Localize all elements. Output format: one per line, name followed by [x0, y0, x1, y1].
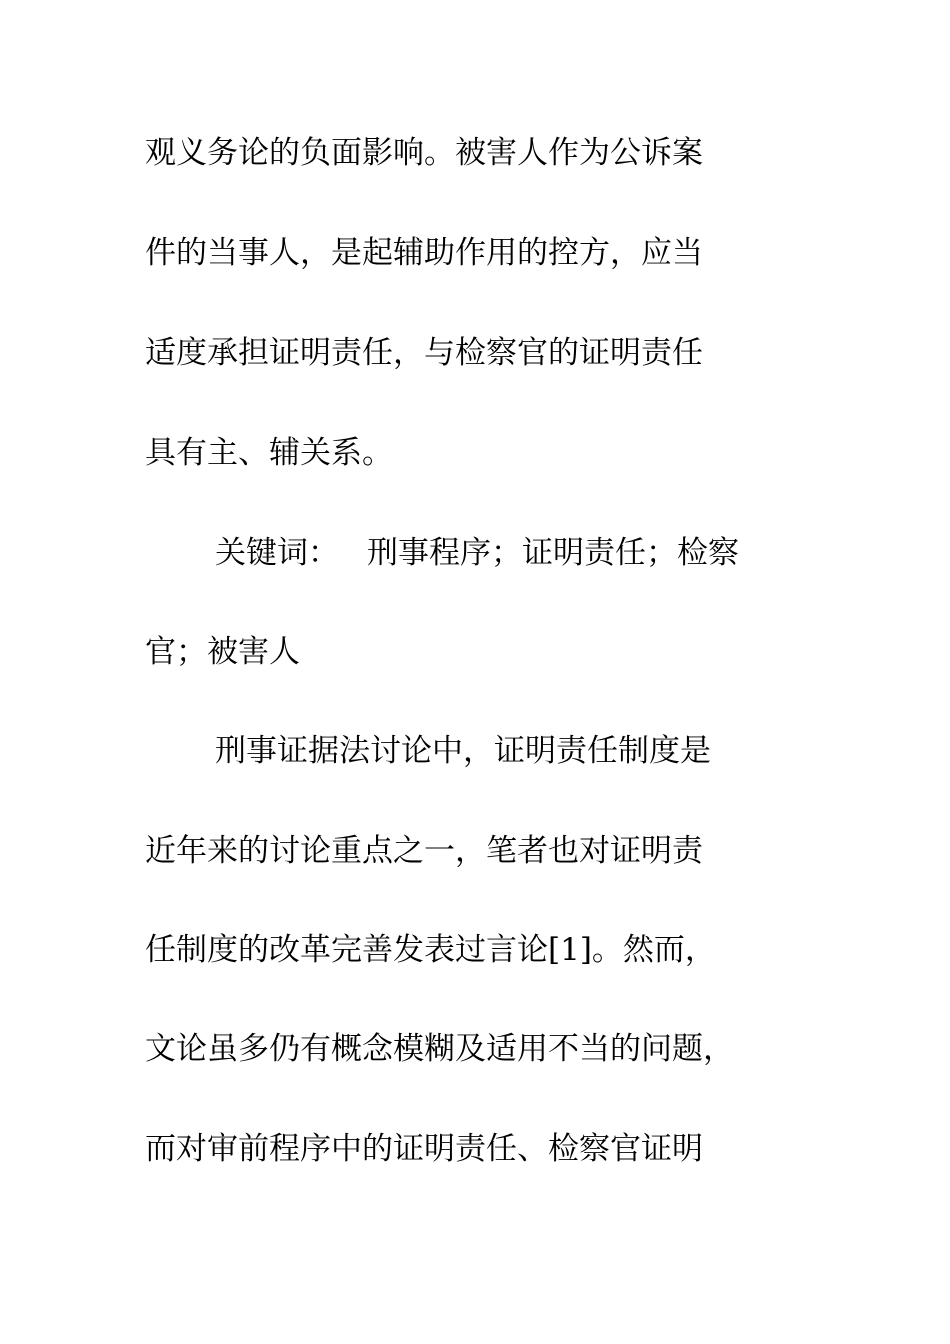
body-line-4: 文论虽多仍有概念模糊及适用不当的问题，	[145, 1031, 734, 1067]
abstract-line-1: 观义务论的负面影响。被害人作为公诉案	[145, 135, 703, 171]
abstract-line-4: 具有主、辅关系。	[145, 435, 393, 471]
body-line-5: 而对审前程序中的证明责任、检察官证明	[145, 1131, 703, 1167]
abstract-line-2: 件的当事人，是起辅助作用的控方，应当	[145, 235, 703, 271]
keywords-text: 刑事程序；证明责任；检察	[367, 535, 739, 571]
body-line-3: 任制度的改革完善发表过言论[1]。然而，	[145, 932, 716, 968]
body-line-1: 刑事证据法讨论中，证明责任制度是	[215, 733, 711, 769]
abstract-line-3: 适度承担证明责任，与检察官的证明责任	[145, 335, 703, 371]
keywords-line-1	[215, 528, 739, 578]
body-line-2: 近年来的讨论重点之一，笔者也对证明责	[145, 833, 703, 869]
keywords-line-2: 官；被害人	[145, 634, 300, 670]
keywords-label: 关键词：	[215, 535, 339, 571]
